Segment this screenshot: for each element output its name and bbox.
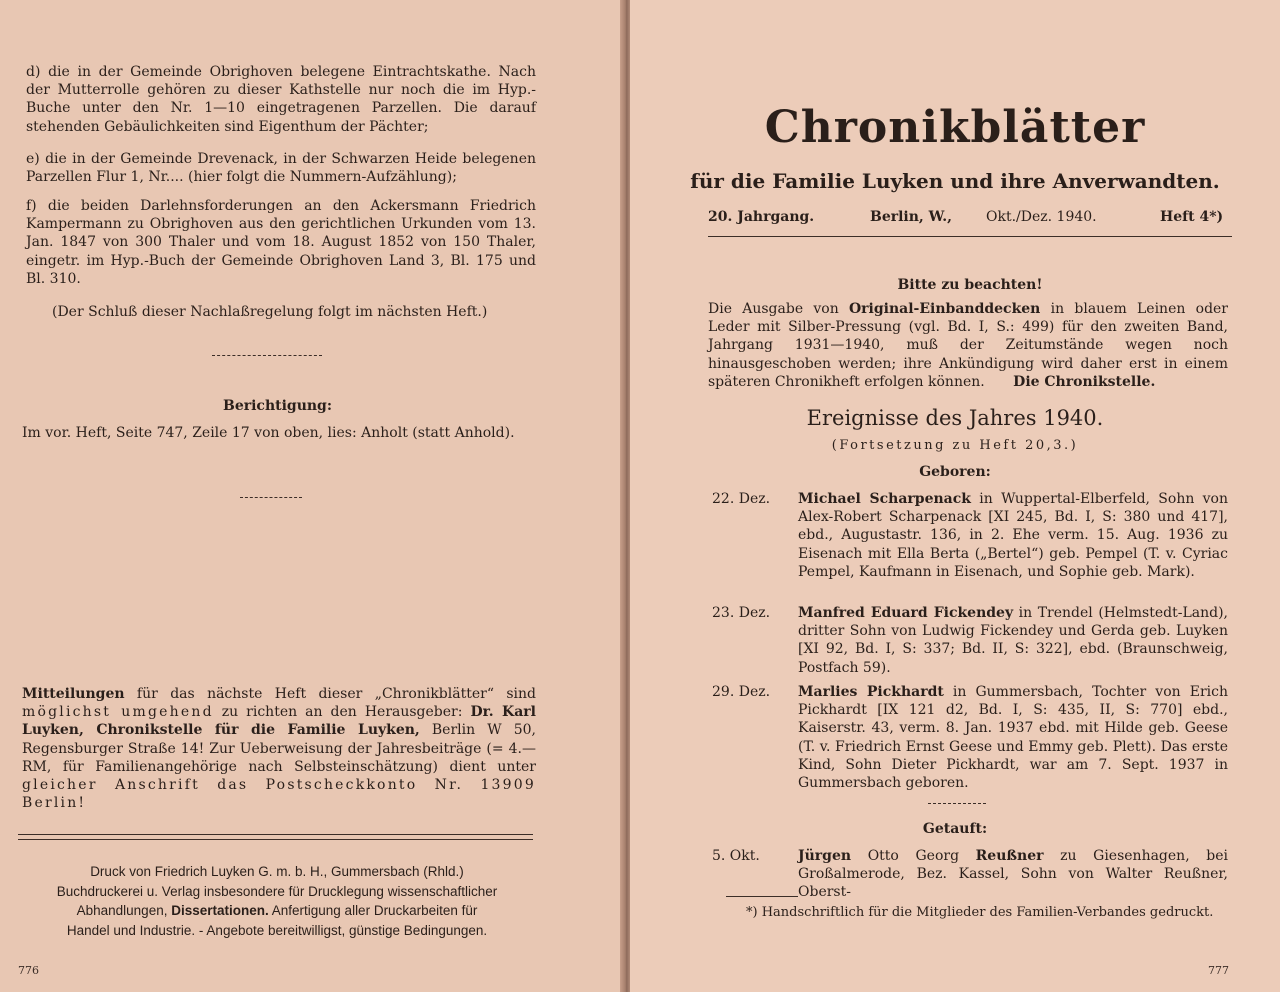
entry-name: Michael Scharpenack	[798, 491, 971, 507]
imprint-line-1: Druck von Friedrich Luyken G. m. b. H., Gummersbach (Rhld.)	[90, 864, 464, 879]
item-f	[26, 197, 536, 288]
notice-text-a: Die Ausgabe von	[708, 301, 849, 317]
separator-dashes	[212, 355, 322, 356]
separator-dashes-short	[240, 497, 302, 498]
entry-name: Jürgen	[798, 848, 852, 864]
notice-text-2: zu richten an den Herausgeber:	[213, 704, 471, 721]
notice-text	[708, 300, 1228, 391]
notice-bold: Original-Einbanddecken	[848, 301, 1041, 317]
entry-body	[798, 490, 1228, 581]
notice-heading-text: Bitte zu beachten!	[897, 277, 1043, 293]
entry-name: Manfred Eduard Fickendey	[798, 605, 1014, 621]
born-heading-text: Geboren:	[919, 464, 991, 480]
notice-heading	[708, 276, 1232, 294]
item-marker: f)	[26, 198, 37, 214]
footnote-rule	[726, 896, 798, 897]
meta-issue: Heft 4*)	[1160, 209, 1224, 225]
entry-body	[798, 847, 1228, 902]
item-e	[26, 150, 536, 186]
notice-spaced-1: möglichst umgehend	[22, 704, 214, 721]
events-heading: Ereignisse des Jahres 1940.	[806, 406, 1104, 430]
meta-place: Berlin, W.,	[870, 209, 952, 225]
item-text: die beiden Darlehnsforderungen an den Ackersmann Friedrich Kampermann zu Obrighoven aus den gerichtlichen Urkunden vom 13. Jan. 1847 von 300 Thaler und vom 18. August 1852 von 150 Thaler, eingetr. im Hyp.-Buch der Gemeinde Obrighoven Land 3, Bl. 175 und Bl. 310.	[26, 198, 537, 287]
item-text: die in der Gemeinde Obrighoven belegene Eintrachtskathe. Nach der Mutterrolle gehören zu dieser Kathstelle nur noch die im Hyp.-Buche unter den Nr. 1—10 eingetragenen Parzellen. Die darauf stehenden Gebäulichkeiten sind Eigenthum der Pächter;	[26, 64, 537, 135]
entry-text-a: Otto Georg	[851, 848, 976, 864]
correction-heading	[0, 397, 555, 415]
entry-body	[798, 604, 1228, 677]
item-marker: e)	[26, 151, 40, 167]
notice-signature: Die Chronikstelle.	[1013, 373, 1156, 390]
closing-note: (Der Schluß dieser Nachlaßregelung folgt im nächsten Heft.)	[52, 304, 488, 320]
page-number-right: 777	[1208, 964, 1229, 977]
notice-spaced-2: gleicher Anschrift das Postscheckkonto Nr. 13909 Berlin!	[22, 777, 536, 812]
double-rule	[18, 834, 533, 840]
events-continued: (Fortsetzung zu Heft 20,3.)	[831, 438, 1079, 453]
masthead-rule	[708, 236, 1232, 237]
footnote: *) Handschriftlich für die Mitglieder des Familien-Verbandes gedruckt.	[746, 905, 1214, 920]
imprint-line-3a: Abhandlungen,	[76, 903, 172, 918]
entry-date: 23. Dez.	[712, 605, 771, 621]
entry-text: in Trendel (Helmstedt-Land), dritter Sohn von Ludwig Fickendey und Gerda geb. Luyken [XI 92, Bd. I, S: 337; Bd. II, S: 322], ebd. (Braunschweig, Postfach 59).	[798, 605, 1228, 676]
entry-name-2: Reußner	[975, 848, 1044, 864]
notice-text-3: Berlin W 50, Regensburger Straße 14! Zur Ueberweisung der Jahresbeiträge (= 4.— RM, für Familienangehörige nach Selbsteinschätzung) dient unter	[22, 722, 536, 775]
journal-subtitle: für die Familie Luyken und ihre Anverwandten.	[690, 169, 1220, 193]
separator-dashes-right	[928, 803, 986, 804]
entry-text: in Gummersbach, Tochter von Erich Pickhardt [IX 121 d2, Bd. I, S: 435, II, S: 770] ebd., Kaiserstr. 43, verm. 8. Jan. 1937 ebd. mit Hilde geb. Geese (T. v. Friedrich Ernst Geese und Emmy geb. Plett). Das erste Kind, Sohn Dieter Pickhardt, war am 7. Sept. 1937 in Gummersbach geboren.	[798, 684, 1228, 792]
entry-date: 5. Okt.	[712, 848, 760, 864]
notice-text-b: in blauem Leinen oder Leder mit Silber-Pressung (vgl. Bd. I, S.: 499) für den zweiten Band, Jahrgang 1931—1940, muß der Zeitumstände wegen noch hinausgeschoben werden; ihre Ankündigung wird daher erst in einem späteren Chronikheft erfolgen können.	[708, 301, 1229, 390]
masthead-meta	[708, 208, 1238, 230]
born-heading	[630, 463, 1280, 481]
baptized-heading	[630, 820, 1280, 838]
imprint-line-3	[22, 901, 532, 921]
notice-publisher: Dr. Karl Luyken, Chronikstelle für die Familie Luyken,	[22, 704, 536, 739]
journal-title: Chronikblätter	[764, 102, 1146, 153]
item-text: die in der Gemeinde Drevenack, in der Schwarzen Heide belegenen Parzellen Flur 1, Nr.... (hier folgt die Nummern-Aufzählung);	[26, 151, 536, 186]
correction-text: Im vor. Heft, Seite 747, Zeile 17 von oben, lies: Anholt (statt Anhold).	[22, 425, 515, 441]
page-number-left: 776	[18, 964, 39, 977]
entry-date: 29. Dez.	[712, 684, 771, 700]
notice-block	[22, 685, 536, 812]
imprint-line-2: Buchdruckerei u. Verlag insbesondere für Drucklegung wissenschaftlicher	[56, 883, 498, 899]
entry-text-b: zu Giesenhagen, bei Großalmerode, Bez. Kassel, Sohn von Walter Reußner, Oberst-	[798, 848, 1228, 901]
meta-date: Okt./Dez. 1940.	[986, 209, 1097, 225]
entry-body	[798, 683, 1228, 792]
entry-name: Marlies Pickhardt	[798, 684, 944, 700]
notice-text-1: für das nächste Heft dieser „Chronikblätter“ sind	[124, 686, 536, 702]
imprint-dissertationen: Dissertationen.	[171, 903, 269, 918]
entry-text: in Wuppertal-Elberfeld, Sohn von Alex-Robert Scharpenack [XI 245, Bd. I, S: 380 und 417], ebd., Augustastr. 136, in 2. Ehe verm. 15. Aug. 1936 zu Eisenach mit Ella Berta („Bertel“) geb. Pempel (T. v. Cyriac Pempel, Kaufmann in Eisenach, und Sophie geb. Mark).	[798, 491, 1229, 580]
left-page	[0, 0, 622, 992]
imprint	[22, 862, 532, 940]
item-d	[26, 63, 536, 136]
item-marker: d)	[26, 64, 41, 80]
baptized-heading-text: Getauft:	[922, 821, 988, 837]
imprint-line-3c: Anfertigung aller Druckarbeiten für	[268, 903, 478, 918]
right-page	[630, 0, 1280, 992]
correction-heading-text: Berichtigung:	[222, 398, 333, 414]
meta-year: 20. Jahrgang.	[708, 209, 815, 225]
imprint-line-4: Handel und Industrie. - Angebote bereitwilligst, günstige Bedingungen.	[66, 922, 488, 938]
notice-lead: Mitteilungen	[22, 686, 125, 702]
entry-date: 22. Dez.	[712, 491, 771, 507]
